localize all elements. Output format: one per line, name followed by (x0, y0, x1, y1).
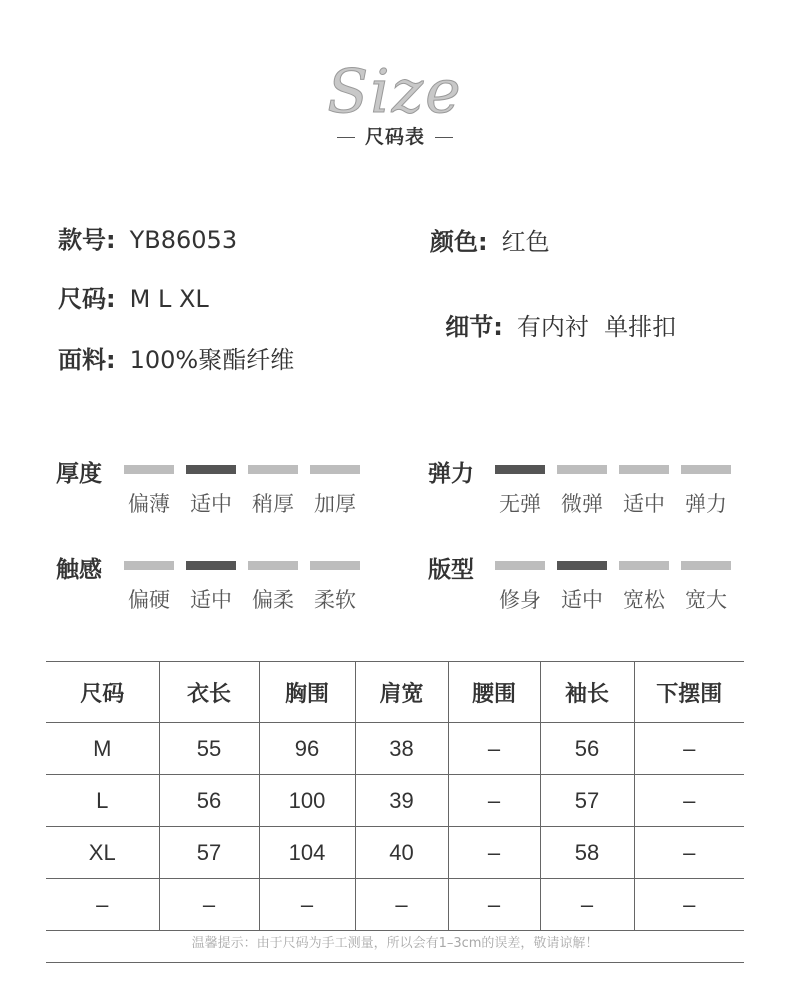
scale-option-label: 修身 (499, 588, 541, 612)
column-header: 胸围 (259, 662, 355, 723)
info-label: 细节: (445, 313, 503, 341)
size-script-logo (315, 50, 475, 130)
scale-option-label: 偏柔 (252, 588, 294, 612)
scale-option-label: 微弹 (561, 492, 603, 516)
info-label: 颜色: (430, 228, 488, 256)
table-cell: 40 (355, 827, 448, 879)
info-fabric (58, 340, 294, 375)
table-cell: 58 (540, 827, 634, 879)
scale-bar (495, 561, 545, 570)
table-row (46, 723, 744, 775)
measurement-note: 温馨提示：由于尺码为手工测量，所以会有1–3cm的误差，敬请谅解！ (191, 936, 599, 951)
table-cell: – (448, 879, 540, 931)
info-value: 100%聚酯纤维 (129, 346, 295, 374)
scale-title-feel: 触感 (56, 557, 102, 583)
scale-bar (248, 465, 298, 474)
scale-bar (557, 465, 607, 474)
scale-bar (248, 561, 298, 570)
logo-text: Size (327, 57, 463, 127)
table-row (46, 775, 744, 827)
scale-option-label: 宽松 (623, 588, 665, 612)
table-cell: 96 (259, 723, 355, 775)
scale-option-label: 偏薄 (128, 492, 170, 516)
scale-title-elasticity: 弹力 (428, 461, 474, 487)
scale-title-thickness: 厚度 (56, 461, 102, 487)
subtitle-left-dash (337, 137, 355, 139)
table-cell: – (634, 827, 744, 879)
table-cell: 56 (540, 723, 634, 775)
info-value: YB86053 (129, 226, 238, 254)
table-cell: – (159, 879, 259, 931)
table-cell: – (355, 879, 448, 931)
scale-bar (124, 561, 174, 570)
table-cell: – (448, 827, 540, 879)
table-cell: 39 (355, 775, 448, 827)
table-cell: – (46, 879, 159, 931)
scale-option-label: 弹力 (685, 492, 727, 516)
table-cell: 56 (159, 775, 259, 827)
scale-bar (681, 561, 731, 570)
page-subtitle (0, 122, 790, 149)
column-header: 衣长 (159, 662, 259, 723)
scale-option-label: 无弹 (499, 492, 541, 516)
column-header: 肩宽 (355, 662, 448, 723)
scale-bar-selected (186, 561, 236, 570)
scale-option-label: 适中 (190, 588, 232, 612)
info-detail (430, 279, 676, 342)
table-header-row (46, 662, 744, 723)
scale-bar (310, 465, 360, 474)
table-cell: 100 (259, 775, 355, 827)
info-value: 红色 (501, 228, 550, 256)
scale-option-label: 加厚 (314, 492, 356, 516)
table-cell: 57 (159, 827, 259, 879)
scale-option-label: 适中 (561, 588, 603, 612)
scale-option-label: 宽大 (685, 588, 727, 612)
table-cell: 55 (159, 723, 259, 775)
info-label: 面料: (58, 346, 116, 374)
subtitle-text: 尺码表 (364, 126, 425, 148)
scale-bar-selected (557, 561, 607, 570)
table-cell: XL (46, 827, 159, 879)
scale-bar (619, 561, 669, 570)
column-header: 袖长 (540, 662, 634, 723)
size-table (46, 661, 744, 931)
scale-option-label: 适中 (190, 492, 232, 516)
table-row (46, 827, 744, 879)
scale-bar-selected (495, 465, 545, 474)
table-cell: – (540, 879, 634, 931)
scale-option-label: 柔软 (314, 588, 356, 612)
scale-bar-selected (186, 465, 236, 474)
table-cell: L (46, 775, 159, 827)
scale-title-fit: 版型 (428, 557, 474, 583)
scale-option-label: 适中 (623, 492, 665, 516)
subtitle-right-dash (435, 137, 453, 139)
scale-bar (681, 465, 731, 474)
table-cell: – (259, 879, 355, 931)
table-cell: 38 (355, 723, 448, 775)
table-cell: 104 (259, 827, 355, 879)
table-cell: – (634, 879, 744, 931)
info-value: 有内衬 单排扣 (516, 313, 677, 341)
table-cell: – (634, 723, 744, 775)
info-value: M L XL (129, 285, 209, 313)
column-header: 下摆围 (634, 662, 744, 723)
table-cell: – (448, 775, 540, 827)
column-header: 尺码 (46, 662, 159, 723)
table-cell: – (448, 723, 540, 775)
table-cell: M (46, 723, 159, 775)
scale-bar (619, 465, 669, 474)
info-size (58, 279, 209, 314)
scale-option-label: 稍厚 (252, 492, 294, 516)
scale-option-label: 偏硬 (128, 588, 170, 612)
info-style-no (58, 220, 237, 255)
info-label: 款号: (58, 226, 116, 254)
table-row (46, 879, 744, 931)
info-label: 尺码: (58, 285, 116, 313)
bottom-divider (46, 962, 744, 963)
scale-bar (310, 561, 360, 570)
table-cell: 57 (540, 775, 634, 827)
scale-bar (124, 465, 174, 474)
info-color (430, 222, 550, 257)
table-cell: – (634, 775, 744, 827)
column-header: 腰围 (448, 662, 540, 723)
